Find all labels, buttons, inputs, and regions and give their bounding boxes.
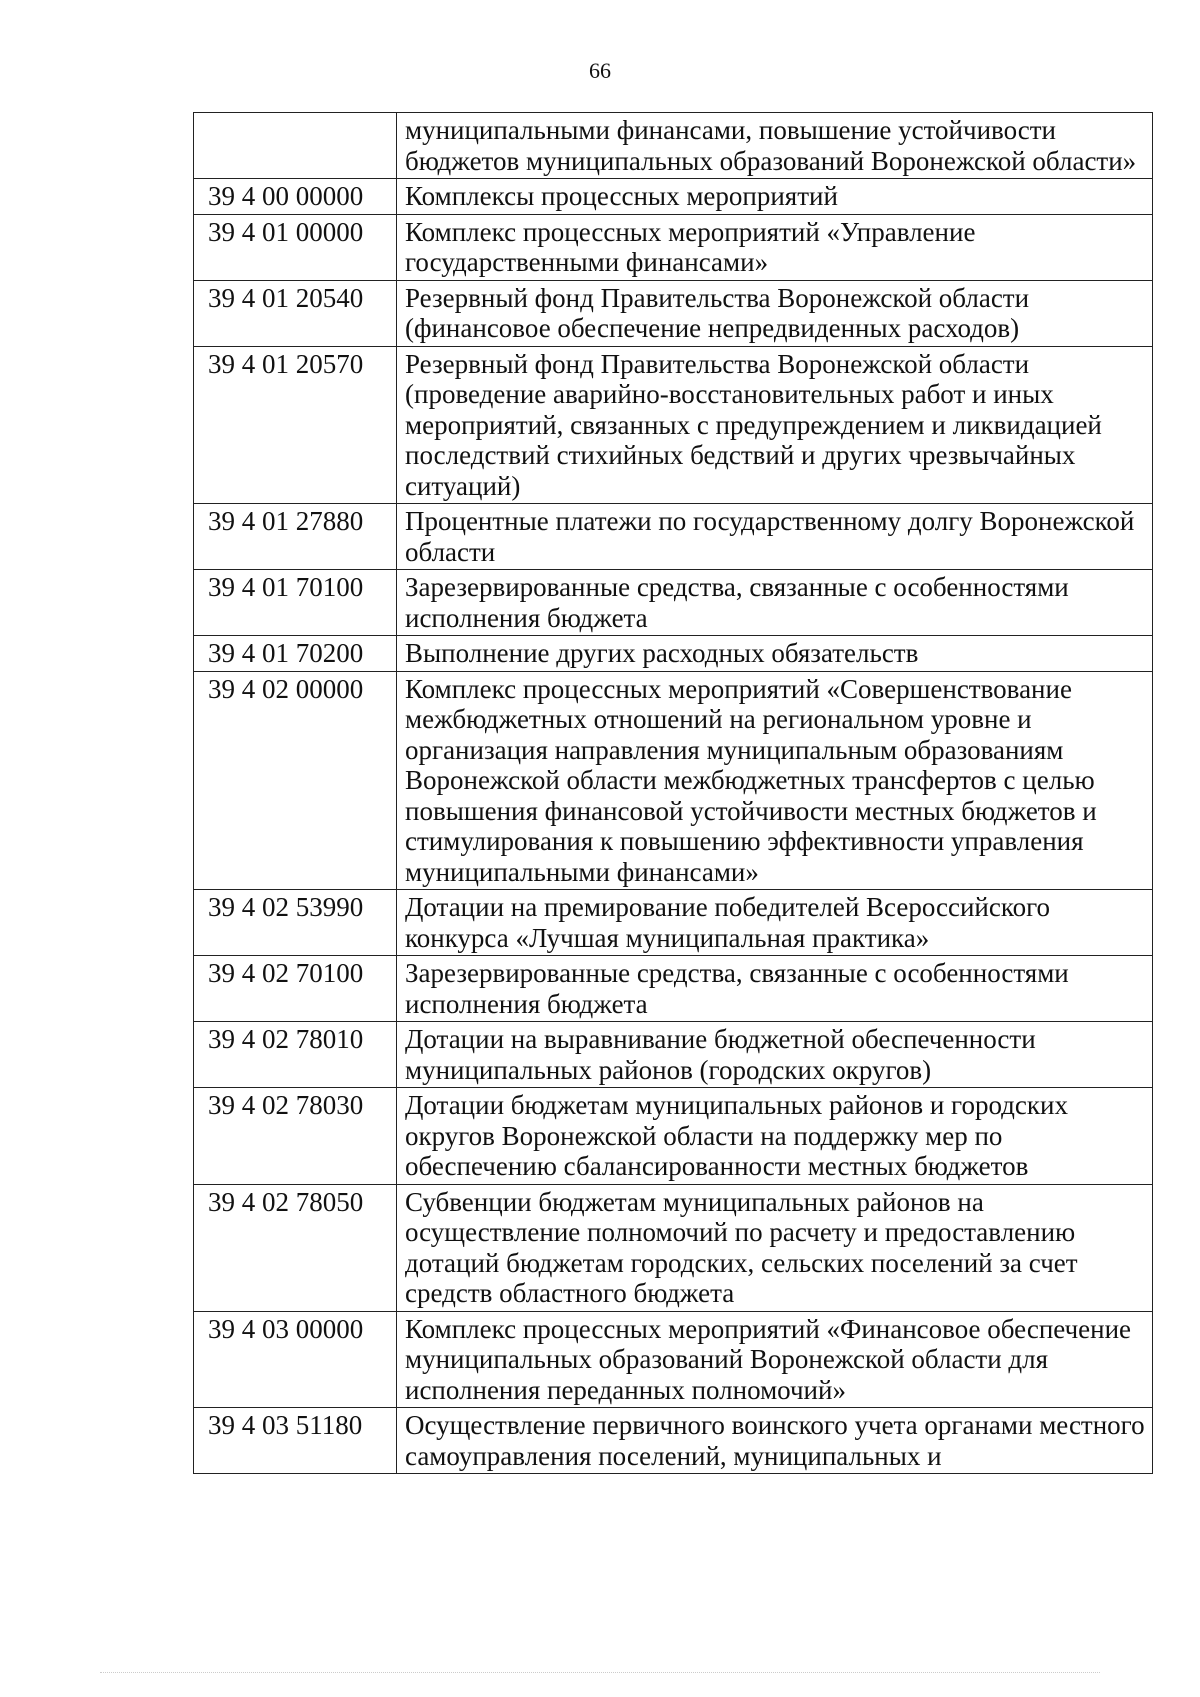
code-cell: 39 4 01 70200 <box>194 636 397 672</box>
table-row <box>194 890 1153 956</box>
table-row <box>194 1088 1153 1185</box>
table-row <box>194 113 1153 179</box>
table-row <box>194 956 1153 1022</box>
code-cell: 39 4 02 53990 <box>194 890 397 956</box>
code-cell: 39 4 01 00000 <box>194 214 397 280</box>
description-cell: Дотации на выравнивание бюджетной обеспеченности муниципальных районов (городских округов) <box>397 1022 1153 1088</box>
description-cell: Комплекс процессных мероприятий «Совершенствование межбюджетных отношений на региональном уровне и организация направления муниципальным образованиям Воронежской области межбюджетных трансфертов с целью повышения финансовой устойчивости местных бюджетов и стимулирования к повышению эффективности управления муниципальными финансами» <box>397 671 1153 890</box>
table-row <box>194 346 1153 504</box>
page-number: 66 <box>589 58 611 83</box>
code-cell: 39 4 02 78030 <box>194 1088 397 1185</box>
description-cell: Зарезервированные средства, связанные с особенностями исполнения бюджета <box>397 956 1153 1022</box>
table-row <box>194 179 1153 215</box>
table-row <box>194 1311 1153 1408</box>
description-cell: Дотации бюджетам муниципальных районов и городских округов Воронежской области на поддержку мер по обеспечению сбалансированности местных бюджетов <box>397 1088 1153 1185</box>
description-cell: Осуществление первичного воинского учета органами местного самоуправления поселений, муниципальных и <box>397 1408 1153 1474</box>
table-row <box>194 570 1153 636</box>
description-cell: Процентные платежи по государственному долгу Воронежской области <box>397 504 1153 570</box>
code-cell: 39 4 01 20540 <box>194 280 397 346</box>
code-cell: 39 4 02 78050 <box>194 1184 397 1311</box>
code-cell: 39 4 03 00000 <box>194 1311 397 1408</box>
table-row <box>194 214 1153 280</box>
scan-edge-divider <box>100 1672 1100 1673</box>
table-row <box>194 1022 1153 1088</box>
table-row <box>194 636 1153 672</box>
description-cell: Выполнение других расходных обязательств <box>397 636 1153 672</box>
code-cell: 39 4 02 00000 <box>194 671 397 890</box>
code-cell: 39 4 01 27880 <box>194 504 397 570</box>
description-cell: Зарезервированные средства, связанные с особенностями исполнения бюджета <box>397 570 1153 636</box>
code-cell: 39 4 01 20570 <box>194 346 397 504</box>
description-cell: Резервный фонд Правительства Воронежской области (финансовое обеспечение непредвиденных расходов) <box>397 280 1153 346</box>
description-cell: Комплексы процессных мероприятий <box>397 179 1153 215</box>
table-row <box>194 1408 1153 1474</box>
table-row <box>194 1184 1153 1311</box>
code-cell: 39 4 01 70100 <box>194 570 397 636</box>
table-row <box>194 280 1153 346</box>
code-cell: 39 4 03 51180 <box>194 1408 397 1474</box>
description-cell: Субвенции бюджетам муниципальных районов на осуществление полномочий по расчету и предоставлению дотаций бюджетам городских, сельских поселений за счет средств областного бюджета <box>397 1184 1153 1311</box>
description-cell: Комплекс процессных мероприятий «Управление государственными финансами» <box>397 214 1153 280</box>
budget-codes-table <box>193 112 1153 1474</box>
description-cell: Резервный фонд Правительства Воронежской области (проведение аварийно-восстановительных работ и иных мероприятий, связанных с предупреждением и ликвидацией последствий стихийных бедствий и других чрезвычайных ситуаций) <box>397 346 1153 504</box>
description-cell: Дотации на премирование победителей Всероссийского конкурса «Лучшая муниципальная практика» <box>397 890 1153 956</box>
table-body <box>194 113 1153 1474</box>
budget-codes-table-container <box>193 112 1153 1474</box>
table-row <box>194 504 1153 570</box>
code-cell <box>194 113 397 179</box>
description-cell: Комплекс процессных мероприятий «Финансовое обеспечение муниципальных образований Воронежской области для исполнения переданных полномочий» <box>397 1311 1153 1408</box>
code-cell: 39 4 02 70100 <box>194 956 397 1022</box>
table-row <box>194 671 1153 890</box>
description-cell: муниципальными финансами, повышение устойчивости бюджетов муниципальных образований Воронежской области» <box>397 113 1153 179</box>
code-cell: 39 4 00 00000 <box>194 179 397 215</box>
code-cell: 39 4 02 78010 <box>194 1022 397 1088</box>
